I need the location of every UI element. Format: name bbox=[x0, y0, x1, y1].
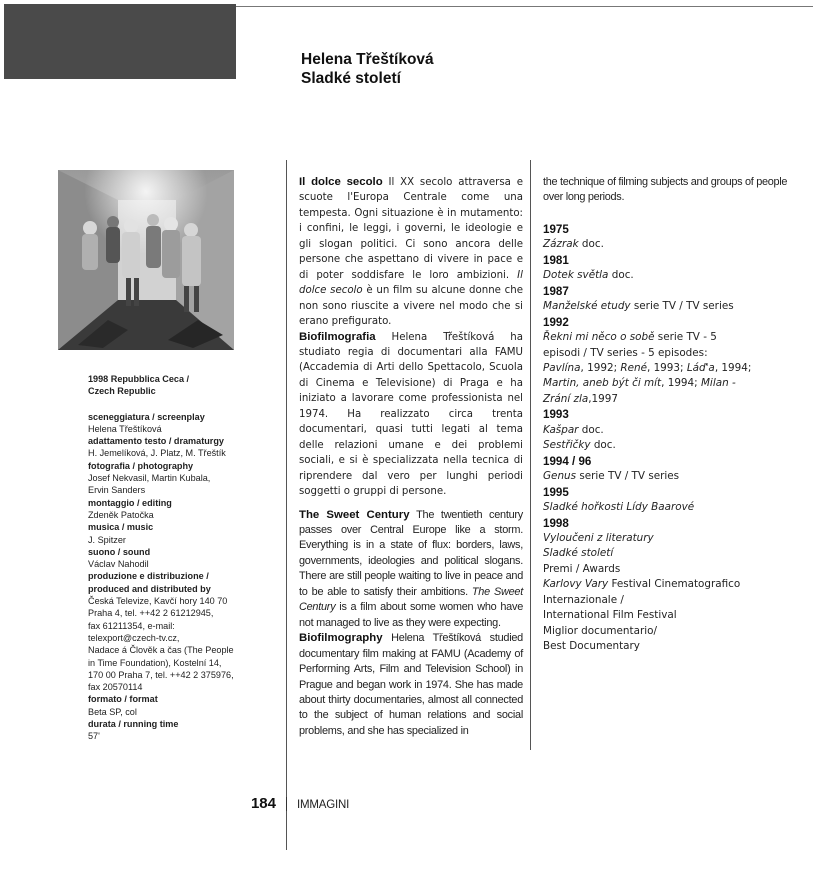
credit-label: suono / sound bbox=[88, 546, 151, 557]
credit-value: Zdeněk Patočka bbox=[88, 509, 154, 520]
filmography-entry: Sladké století bbox=[543, 547, 614, 560]
header-block bbox=[4, 4, 236, 79]
section-label: IMMAGINI bbox=[297, 799, 350, 811]
credit-value: fax 20570114 bbox=[88, 682, 143, 693]
credit-value: 57' bbox=[88, 731, 100, 742]
filmography-year: 1975 bbox=[543, 222, 569, 236]
synopsis-english: The Sweet Century The twentieth century passes over Central Europe like a storm. Everything is in a state of flux: borders, laws, governments, ideologies and political slogans. There are still people waiting to live in peace and to be able to satisfy their ambitions. The Sweet Century is a film about some women who have not managed to live as they were expecting. bbox=[299, 508, 523, 629]
credit-label: produced and distributed by bbox=[88, 583, 211, 594]
filmography-entry: Vyloučeni z literatury bbox=[543, 531, 654, 544]
credit-label: montaggio / editing bbox=[88, 497, 172, 508]
film-title: Sladké století bbox=[301, 70, 401, 87]
filmography-year: 1998 bbox=[543, 516, 569, 530]
synopsis-column bbox=[299, 175, 523, 739]
credit-list bbox=[88, 411, 266, 743]
top-rule bbox=[236, 6, 813, 7]
filmography-year: 1995 bbox=[543, 485, 569, 499]
filmography-entry: episodi / TV series - 5 episodes: bbox=[543, 346, 708, 359]
page-number: 184 bbox=[250, 795, 276, 812]
column-divider-left bbox=[286, 160, 287, 850]
filmography-entry: International Film Festival bbox=[543, 609, 677, 622]
bio-italian: Biofilmografia Helena Třeštíková ha studiato regia di documentari alla FAMU (Accademia di Arti dello Spettacolo, Scuola di Cinema e Televisione) di Praga e ha iniziato a lavorare come professionista nel 1974. Ha realizzato circa trenta documentari, quasi tutti legati al tema delle relazioni umane e dei problemi sociali, e si è specializzata nella tecnica di riprendere dal vero per lunghi periodi soggetti o gruppi di persone. bbox=[299, 330, 523, 498]
filmography-entry: Zrání zla,1997 bbox=[543, 392, 618, 405]
filmography-entry: Internazionale / bbox=[543, 593, 624, 606]
credit-value: H. Jemelíková, J. Platz, M. Třeštík bbox=[88, 448, 226, 459]
credit-value: telexport@czech-tv.cz, bbox=[88, 632, 180, 643]
synopsis-italian: Il dolce secolo Il XX secolo attraversa e scuote l'Europa Centrale come una tempesta. Ogni situazione è in mutamento: i confini, le leggi, i governi, le ideologie e gli slogan politici. Ci sono ancora delle persone che aspettano di vivere in pace e di poter soddisfare le loro ambizioni. Il dolce secolo è un film su alcune donne che non sono riuscite a vivere nel modo che si erano prefigurato. bbox=[299, 176, 523, 328]
filmography-entry: Best Documentary bbox=[543, 640, 640, 653]
bio-continuation: the technique of filming subjects and groups of people over long periods. bbox=[543, 176, 788, 204]
filmography-entry: Pavlína, 1992; René, 1993; Láď'a, 1994; bbox=[543, 361, 752, 374]
credit-value: Praha 4, tel. ++42 2 61212945, bbox=[88, 608, 214, 619]
credit-label: adattamento testo / dramaturgy bbox=[88, 436, 224, 447]
filmography-year: 1981 bbox=[543, 253, 569, 267]
filmography-entry: Řekni mi něco o sobě serie TV - 5 bbox=[543, 331, 717, 344]
credit-label: musica / music bbox=[88, 522, 154, 533]
title-block bbox=[301, 50, 601, 88]
filmography-entry: Karlovy Vary Festival Cinematografico bbox=[543, 578, 741, 591]
credit-value: Josef Nekvasil, Martin Kubala, bbox=[88, 473, 211, 484]
filmography-entry: Martin, aneb být či mít, 1994; Milan - bbox=[543, 377, 736, 390]
filmography-entry: Dotek světla doc. bbox=[543, 269, 634, 282]
filmography-entry: Genus serie TV / TV series bbox=[543, 470, 680, 483]
filmography-year: 1987 bbox=[543, 284, 569, 298]
production-country: 1998 Repubblica Ceca / Czech Republic bbox=[88, 374, 190, 397]
footer-divider bbox=[286, 797, 287, 811]
credit-label: formato / format bbox=[88, 694, 158, 705]
credit-value: J. Spitzer bbox=[88, 534, 126, 545]
column-divider-right bbox=[530, 160, 531, 750]
bio-english: Biofilmography Helena Třeštíková studied documentary film making at FAMU (Academy of Performing Arts, Film and Television School) in Prague and began work in 1974. She has made about thirty documentaries, almost all connected to the subject of human relations and social problems, and she has specialized in bbox=[299, 632, 523, 737]
filmography-column bbox=[543, 175, 793, 655]
filmography-entry: Manželské etudy serie TV / TV series bbox=[543, 300, 734, 313]
author-name: Helena Třeštíková bbox=[301, 51, 434, 68]
filmography-list bbox=[543, 222, 793, 655]
filmography-entry: Miglior documentario/ bbox=[543, 624, 657, 637]
credit-value: Ervin Sanders bbox=[88, 485, 146, 496]
filmography-year: 1994 / 96 bbox=[543, 454, 592, 468]
credit-value: Václav Nahodil bbox=[88, 559, 149, 570]
film-still-photo bbox=[58, 170, 234, 350]
credit-value: Beta SP, col bbox=[88, 706, 137, 717]
credit-value: Helena Třeštíková bbox=[88, 423, 162, 434]
credit-value: in Time Foundation), Kostelní 14, bbox=[88, 657, 222, 668]
credits-block bbox=[88, 373, 266, 743]
filmography-entry: Sladké hořkosti Lídy Baarové bbox=[543, 501, 695, 514]
filmography-year: 1993 bbox=[543, 408, 569, 422]
filmography-entry: Premi / Awards bbox=[543, 562, 621, 575]
filmography-entry: Kašpar doc. bbox=[543, 423, 604, 436]
credit-label: fotografia / photography bbox=[88, 460, 194, 471]
credit-label: durata / running time bbox=[88, 719, 179, 730]
credit-value: fax 61211354, e-mail: bbox=[88, 620, 175, 631]
filmography-entry: Zázrak doc. bbox=[543, 238, 604, 251]
credit-value: 170 00 Praha 7, tel. ++42 2 375976, bbox=[88, 669, 234, 680]
credit-label: produzione e distribuzione / bbox=[88, 571, 209, 582]
credit-value: Česká Televize, Kavčí hory 140 70 bbox=[88, 596, 228, 607]
credit-label: sceneggiatura / screenplay bbox=[88, 411, 205, 422]
filmography-year: 1992 bbox=[543, 315, 569, 329]
filmography-entry: Sestřičky doc. bbox=[543, 439, 616, 452]
credit-value: Nadace á Člověk a čas (The People bbox=[88, 645, 234, 656]
